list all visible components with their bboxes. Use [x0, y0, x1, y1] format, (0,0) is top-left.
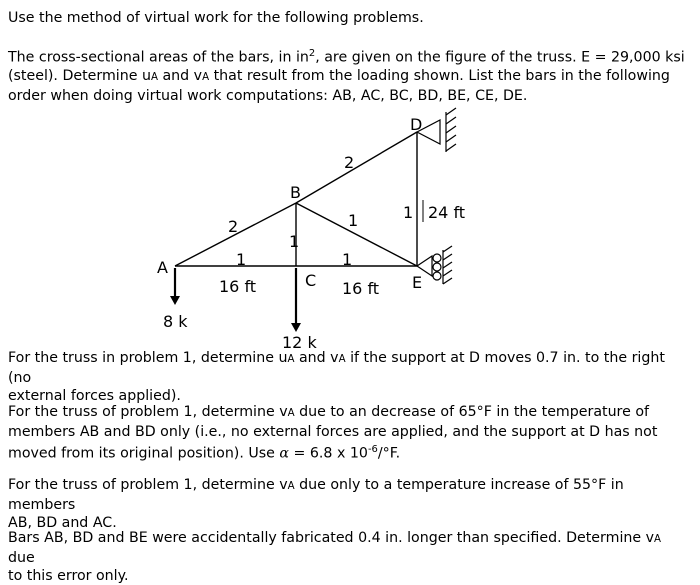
pin-support-d [417, 108, 456, 152]
area-label-bd: 2 [344, 153, 355, 172]
problem-2 [8, 349, 692, 405]
problem-5 [8, 529, 692, 585]
problem-1 [8, 45, 692, 105]
dimension-ac-span: 16 ft [219, 277, 257, 296]
area-label-de: 1 [403, 203, 414, 222]
problem-1-line-1: The cross-sectional areas of the bars, in $in^2$, are given on the figure of the truss. E = 29,000 ksi [8, 48, 685, 66]
roller-support-e [417, 246, 452, 284]
problem-3-line-3: moved from its original position). Use α = 6.8 x $10^{-6}/^\circ F$. [8, 444, 401, 462]
problem-3-line-1: For the truss of problem 1, determine vA due to an decrease of 65°F in the temperature of [8, 404, 649, 420]
member-bd [296, 132, 417, 203]
load-arrow-c [291, 268, 301, 332]
node-label-b: B [290, 183, 301, 202]
load-label-a: 8 k [163, 312, 188, 331]
area-label-ab: 2 [228, 217, 239, 236]
load-arrow-a [170, 268, 180, 305]
node-label-c: C [305, 271, 317, 290]
node-label-e: E [412, 273, 423, 292]
problem-5-line-1: Bars AB, BD and BE were accidentally fabricated 0.4 in. longer than specified. Determine vA due [8, 530, 662, 566]
intro-text: Use the method of virtual work for the following problems. [8, 10, 424, 26]
dimension-height: 24 ft [428, 203, 466, 222]
problem-4 [8, 476, 692, 532]
problem-1-line-3: order when doing virtual work computations: AB, AC, BC, BD, BE, CE, DE. [8, 87, 528, 104]
problem-4-line-2: AB, BD and AC. [8, 515, 117, 531]
member-be [296, 203, 417, 266]
member-ab [175, 203, 296, 266]
load-label-c: 12 k [282, 333, 317, 352]
problem-2-line-1: For the truss in problem 1, determine uA and vA if the support at D moves 0.7 in. to the right (no [8, 350, 665, 386]
dimension-ce-span: 16 ft [342, 279, 380, 298]
problem-5-line-2: to this error only. [8, 568, 129, 584]
problem-2-line-2: external forces applied). [8, 388, 181, 404]
node-label-d: D [410, 115, 423, 134]
problem-4-line-1: For the truss of problem 1, determine vA due only to a temperature increase of 55°F in members [8, 477, 624, 513]
node-label-a: A [157, 258, 168, 277]
area-label-ac: 1 [236, 250, 247, 269]
problem-3-line-2: members AB and BD only (i.e., no external forces are applied, and the support at D has not [8, 424, 658, 440]
problem-1-line-2: (steel). Determine uA and vA that result from the loading shown. List the bars in the following [8, 67, 670, 84]
area-label-bc: 1 [289, 232, 300, 251]
problem-3 [8, 403, 692, 463]
area-label-ce: 1 [342, 250, 353, 269]
area-label-be: 1 [348, 211, 359, 230]
